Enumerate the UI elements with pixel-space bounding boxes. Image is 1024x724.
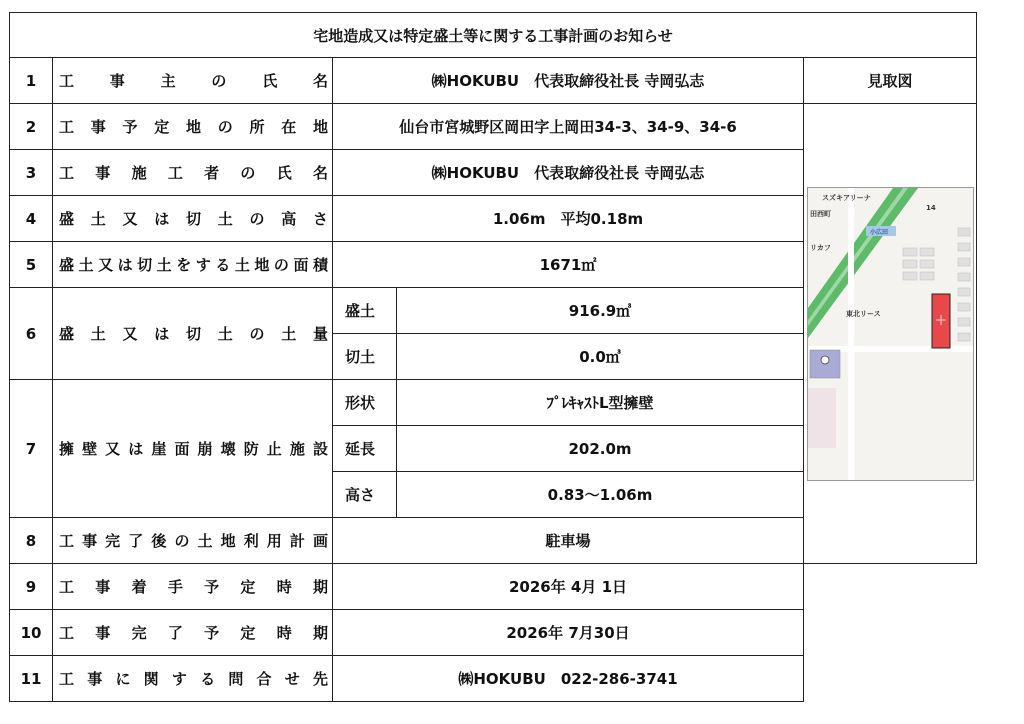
row-label: 盛土又は切土の土量 bbox=[53, 288, 333, 380]
sub-value: ﾌﾟﾚｷｬｽﾄL型擁壁 bbox=[397, 380, 804, 426]
table-row bbox=[10, 58, 977, 104]
row-label: 工事施工者の氏名 bbox=[53, 150, 333, 196]
sub-value: 0.0㎥ bbox=[397, 334, 804, 380]
table-row bbox=[10, 656, 977, 702]
row-label: 工事に関する問合せ先 bbox=[53, 656, 333, 702]
map-label: 小広田 bbox=[869, 228, 888, 236]
row-label: 工事完了予定時期 bbox=[53, 610, 333, 656]
notice-sheet bbox=[9, 12, 976, 710]
row-value: 仙台市宮城野区岡田字上岡田34-3、34-9、34-6 bbox=[333, 104, 804, 150]
row-label: 工事予定地の所在地 bbox=[53, 104, 333, 150]
sub-label: 高さ bbox=[333, 472, 397, 518]
row-number: 7 bbox=[10, 380, 53, 518]
map-label: 14 bbox=[925, 203, 936, 212]
site-map bbox=[807, 187, 974, 481]
sub-label: 延長 bbox=[333, 426, 397, 472]
row-number: 4 bbox=[10, 196, 53, 242]
row-number: 2 bbox=[10, 104, 53, 150]
map-label: 田西町 bbox=[809, 209, 831, 218]
row-value: ㈱HOKUBU 代表取締役社長 寺岡弘志 bbox=[333, 150, 804, 196]
row-number: 8 bbox=[10, 518, 53, 564]
row-value: ㈱HOKUBU 代表取締役社長 寺岡弘志 bbox=[333, 58, 804, 104]
notice-table bbox=[9, 12, 977, 702]
notice-title: 宅地造成又は特定盛土等に関する工事計画のお知らせ bbox=[10, 13, 977, 58]
row-number: 11 bbox=[10, 656, 53, 702]
row-value: 2026年 4月 1日 bbox=[333, 564, 804, 610]
sub-label: 形状 bbox=[333, 380, 397, 426]
row-label: 工事着手予定時期 bbox=[53, 564, 333, 610]
map-cell bbox=[804, 104, 977, 564]
row-value: 1.06m 平均0.18m bbox=[333, 196, 804, 242]
map-label: スズキアリーナ bbox=[821, 193, 871, 202]
table-row bbox=[10, 104, 977, 150]
row-value: 1671㎡ bbox=[333, 242, 804, 288]
row-label: 盛土又は切土の高さ bbox=[53, 196, 333, 242]
table-row bbox=[10, 564, 977, 610]
row-value: ㈱HOKUBU 022-286-3741 bbox=[333, 656, 804, 702]
row-label: 盛土又は切土をする土地の面積 bbox=[53, 242, 333, 288]
sub-label: 盛土 bbox=[333, 288, 397, 334]
row-label: 擁壁又は崖面崩壊防止施設 bbox=[53, 380, 333, 518]
sub-value: 916.9㎥ bbox=[397, 288, 804, 334]
row-value: 2026年 7月30日 bbox=[333, 610, 804, 656]
row-value: 駐車場 bbox=[333, 518, 804, 564]
row-number: 10 bbox=[10, 610, 53, 656]
table-row bbox=[10, 610, 977, 656]
sub-value: 0.83～1.06m bbox=[397, 472, 804, 518]
row-number: 9 bbox=[10, 564, 53, 610]
row-label: 工 事 主 の 氏 名 bbox=[53, 58, 333, 104]
sub-label: 切土 bbox=[333, 334, 397, 380]
sub-value: 202.0m bbox=[397, 426, 804, 472]
row-number: 5 bbox=[10, 242, 53, 288]
map-label: リカフ bbox=[809, 243, 831, 252]
row-number: 3 bbox=[10, 150, 53, 196]
map-header: 見取図 bbox=[804, 58, 977, 104]
map-label: 東北リース bbox=[845, 309, 881, 318]
row-number: 1 bbox=[10, 58, 53, 104]
row-label: 工事完了後の土地利用計画 bbox=[53, 518, 333, 564]
row-number: 6 bbox=[10, 288, 53, 380]
